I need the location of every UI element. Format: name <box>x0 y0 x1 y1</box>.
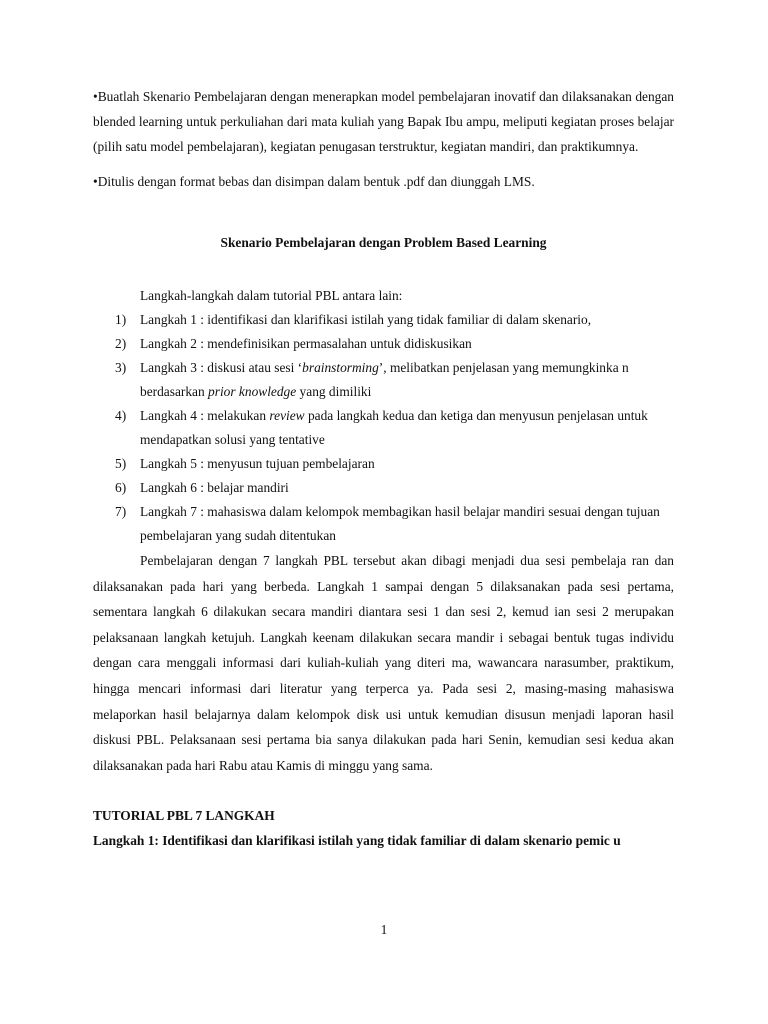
list-item <box>93 404 674 452</box>
list-item <box>93 356 674 404</box>
step-emphasis: prior knowledge <box>208 384 297 399</box>
step-text: ’, melibatkan penjelasan yang memungkinka n berdasarkan <box>140 360 629 399</box>
section-heading: TUTORIAL PBL 7 LANGKAH <box>93 808 275 824</box>
step-text: pada langkah kedua dan ketiga dan menyusun penjelasan untuk mendapatkan solusi yang tentative <box>140 408 648 447</box>
step-text: Langkah 6 : belajar mandiri <box>140 480 289 495</box>
list-item <box>93 452 674 476</box>
step-number: 7) <box>115 504 127 519</box>
step-text: Langkah 3 : diskusi atau sesi ‘ <box>140 360 303 375</box>
step-emphasis: review <box>269 408 305 423</box>
body-paragraph: Pembelajaran dengan 7 langkah PBL tersebut akan dibagi menjadi dua sesi pembelaja ran dan dilaksanakan pada hari yang berbeda. Langkah 1 sampai dengan 5 dilaksanakan pada sesi pertama, sementara langkah 6 dilakukan secara mandiri diantara sesi 1 dan sesi 2, kemud ian sesi 2 merupakan pelaksanaan langkah ketujuh. Langkah keenam dilakukan secara mandir i sebagai bentuk tugas individu dengan cara menggali informasi dari kuliah-kuliah yang diteri ma, wawancara narasumber, praktikum, hingga mencari informasi dari literatur yang terperca ya. Pada sesi 2, masing-masing mahasiswa melaporkan hasil belajarnya dalam kelompok disk usi untuk kemudian disusun menjadi laporan hasil diskusi PBL. Pelaksanaan sesi pertama bia sanya dilakukan pada hari Senin, kemudian sesi kedua akan dilaksanakan pada hari Rabu atau Kamis di minggu yang sama. <box>93 553 674 773</box>
list-item <box>93 332 674 356</box>
page-content <box>93 84 674 853</box>
step-number: 1) <box>115 312 127 327</box>
step-number: 5) <box>115 456 127 471</box>
step-number: 6) <box>115 480 127 495</box>
list-item <box>93 476 674 500</box>
step-number: 4) <box>115 408 127 423</box>
step-text: Langkah 7 : mahasiswa dalam kelompok membagikan hasil belajar mandiri sesuai dengan tujuan pembelajaran yang sudah ditentukan <box>140 504 660 543</box>
step-emphasis: brainstorming <box>302 360 379 375</box>
step-text: Langkah 1 : identifikasi dan klarifikasi istilah yang tidak familiar di dalam skenario, <box>140 312 592 327</box>
step-number: 2) <box>115 336 127 351</box>
step1-heading: Langkah 1: Identifikasi dan klarifikasi istilah yang tidak familiar di dalam skenario pemic u <box>93 833 621 849</box>
step-text: yang dimiliki <box>296 384 372 399</box>
steps-intro: Langkah-langkah dalam tutorial PBL antara lain: <box>140 288 403 303</box>
step-text: Langkah 5 : menyusun tujuan pembelajaran <box>140 456 375 471</box>
list-item <box>93 500 674 548</box>
step-text: Langkah 2 : mendefinisikan permasalahan untuk didiskusikan <box>140 336 472 351</box>
step-number: 3) <box>115 360 127 375</box>
instruction-bullet-1: •Buatlah Skenario Pembelajaran dengan menerapkan model pembelajaran inovatif dan dilaksanakan dengan blended learning untuk perkuliahan dari mata kuliah yang Bapak Ibu ampu, meliputi kegiatan proses belajar (pilih satu model pembelajaran), kegiatan penugasan terstruktur, kegiatan mandiri, dan praktikumnya. <box>93 89 674 154</box>
instruction-bullet-2: •Ditulis dengan format bebas dan disimpan dalam bentuk .pdf dan diunggah LMS. <box>93 174 535 189</box>
document-title: Skenario Pembelajaran dengan Problem Based Learning <box>220 235 547 250</box>
steps-list <box>93 308 674 548</box>
page-number: 1 <box>380 922 388 937</box>
step-text: Langkah 4 : melakukan <box>140 408 270 423</box>
list-item <box>93 308 674 332</box>
